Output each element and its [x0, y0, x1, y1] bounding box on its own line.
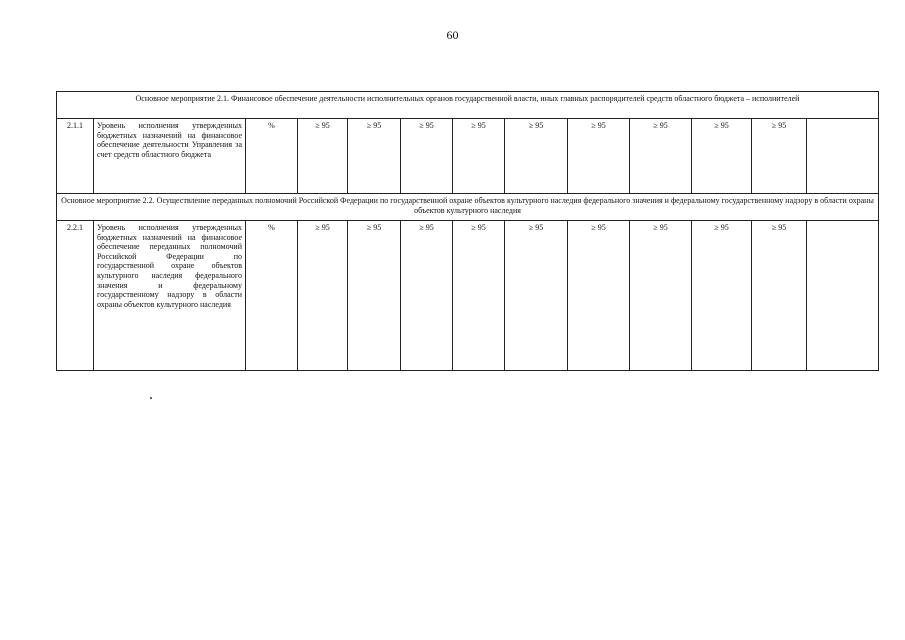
- value-cell: ≥ 95: [692, 119, 752, 194]
- value-cell: ≥ 95: [348, 119, 401, 194]
- value-cell: ≥ 95: [752, 119, 807, 194]
- value-cell: ≥ 95: [692, 221, 752, 371]
- value-cell: ≥ 95: [453, 221, 505, 371]
- value-cell: ≥ 95: [453, 119, 505, 194]
- value-cell: ≥ 95: [505, 119, 568, 194]
- value-cell: ≥ 95: [505, 221, 568, 371]
- section-heading: Основное мероприятие 2.2. Осуществление переданных полномочий Российской Федерации по государственной охране объектов культурного наследия федерального значения и федеральному государственному надзору в области охраны объектов культурного наследия: [57, 194, 879, 221]
- value-cell: ≥ 95: [401, 221, 453, 371]
- indicator-name: Уровень исполнения утвержденных бюджетных назначений на финансовое обеспечение деятельности Управления за счет средств областного бюджета: [94, 119, 246, 194]
- indicators-table: [56, 91, 879, 371]
- row-number: 2.1.1: [57, 119, 94, 194]
- indicator-name: Уровень исполнения утвержденных бюджетных назначений на финансовое обеспечение переданных полномочий Российской Федерации по государственной охране объектов культурного наследия федерального значения и федеральному государственному надзору в области охраны объектов культурного наследия: [94, 221, 246, 371]
- value-cell: ≥ 95: [298, 119, 348, 194]
- value-cell: [807, 221, 879, 371]
- table-row: [57, 221, 879, 371]
- unit-cell: %: [246, 119, 298, 194]
- value-cell: ≥ 95: [752, 221, 807, 371]
- value-cell: ≥ 95: [348, 221, 401, 371]
- value-cell: ≥ 95: [298, 221, 348, 371]
- unit-cell: %: [246, 221, 298, 371]
- value-cell: ≥ 95: [630, 119, 692, 194]
- value-cell: [807, 119, 879, 194]
- value-cell: ≥ 95: [401, 119, 453, 194]
- section-heading: Основное мероприятие 2.1. Финансовое обеспечение деятельности исполнительных органов государственной власти, иных главных распорядителей средств областного бюджета – исполнителей: [57, 92, 879, 119]
- scan-artifact-dot: [150, 397, 152, 399]
- value-cell: ≥ 95: [568, 221, 630, 371]
- page-number: 60: [446, 28, 459, 42]
- table-row: [57, 119, 879, 194]
- row-number: 2.2.1: [57, 221, 94, 371]
- value-cell: ≥ 95: [630, 221, 692, 371]
- value-cell: ≥ 95: [568, 119, 630, 194]
